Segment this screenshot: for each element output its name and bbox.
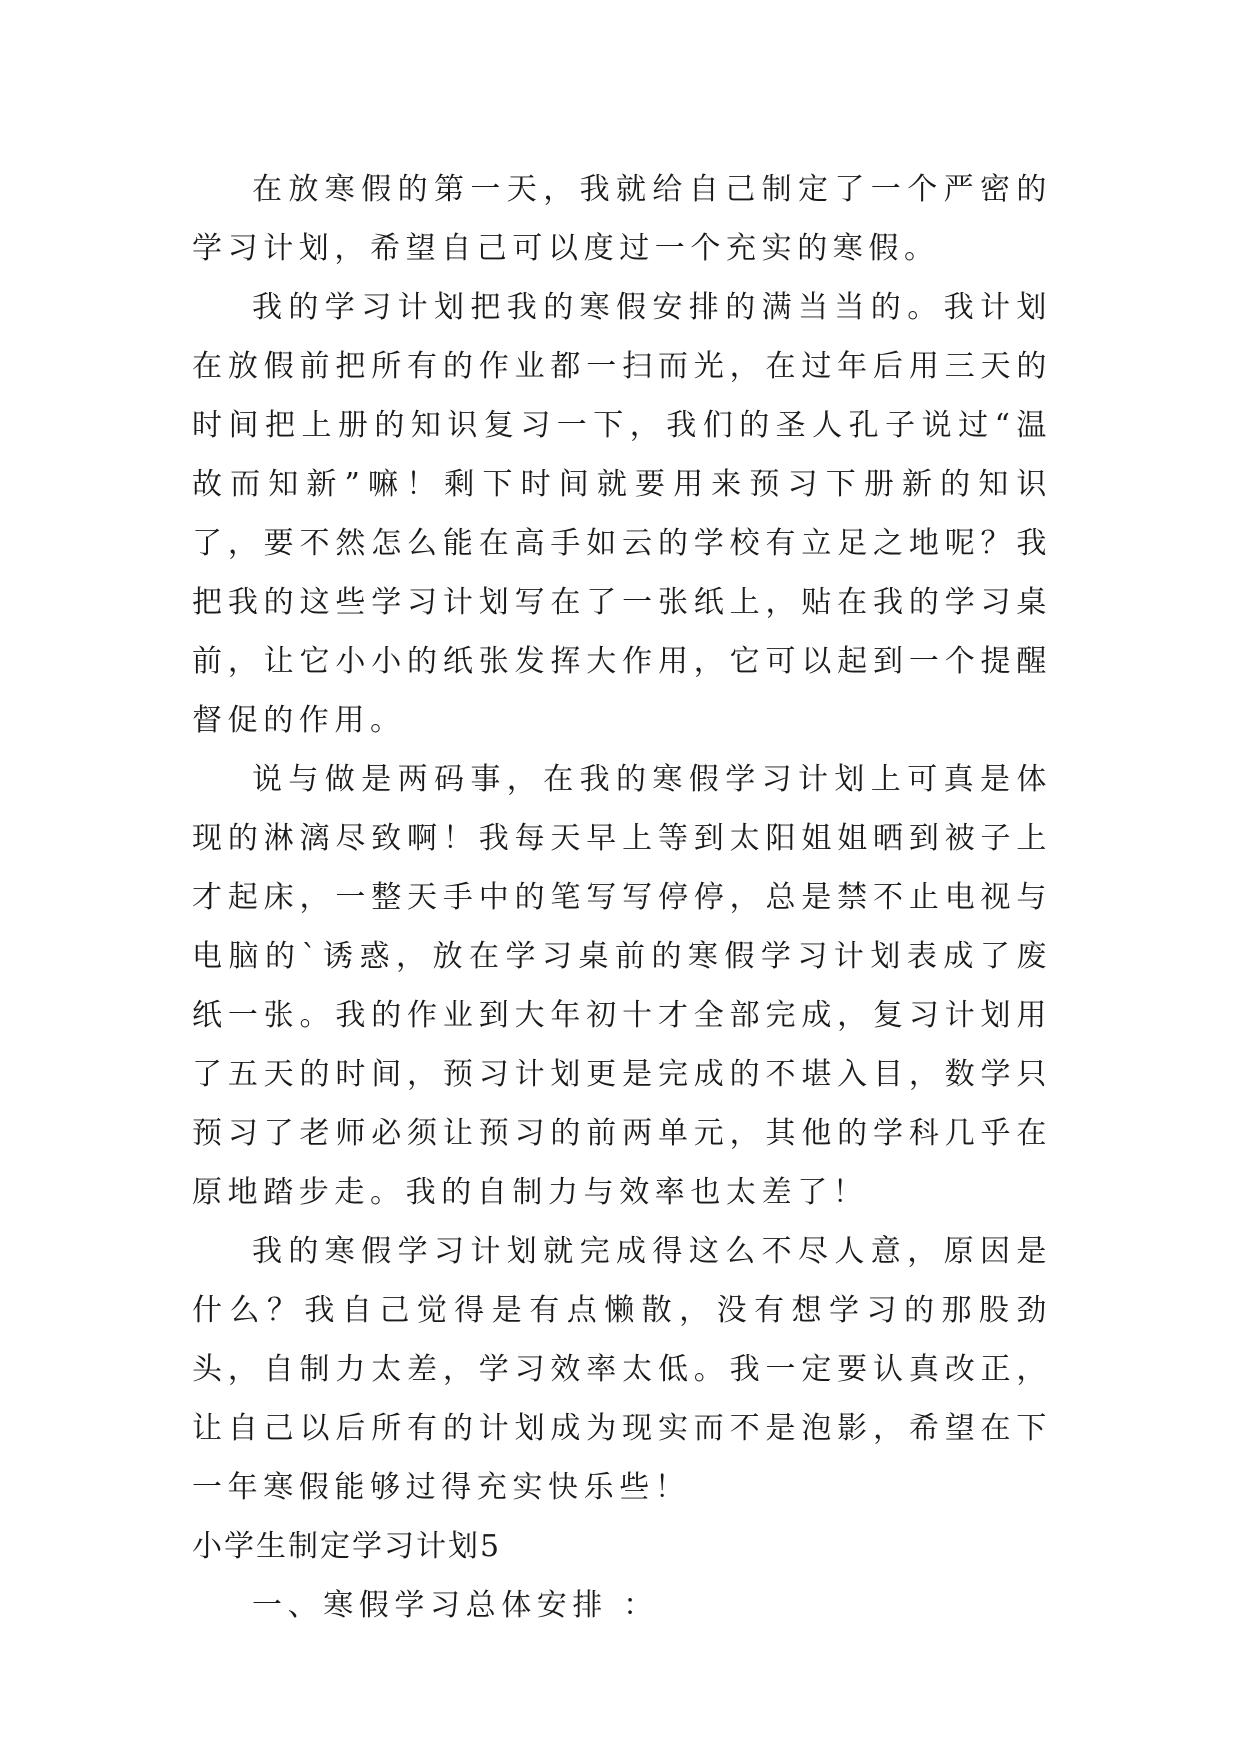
paragraph-2: 我的学习计划把我的寒假安排的满当当的。我计划在放假前把所有的作业都一扫而光，在过年后用三天的时间把上册的知识复习一下，我们的圣人孔子说过“温故而知新”嘛！剩下时间就要用来预习下册新的知识了，要不然怎么能在高手如云的学校有立足之地呢？我把我的这些学习计划写在了一张纸上，贴在我的学习桌前，让它小小的纸张发挥大作用，它可以起到一个提醒督促的作用。 xyxy=(192,290,1052,738)
paragraph-4: 我的寒假学习计划就完成得这么不尽人意，原因是什么？我自己觉得是有点懒散，没有想学习的那股劲头，自制力太差，学习效率太低。我一定要认真改正，让自己以后所有的计划成为现实而不是泡影，希望在下一年寒假能够过得充实快乐些！ xyxy=(192,1234,1052,1505)
subsection-heading: 一、寒假学习总体安排 ： xyxy=(252,1588,659,1623)
section-heading: 小学生制定学习计划5 xyxy=(192,1529,502,1564)
paragraph-1: 在放寒假的第一天，我就给自己制定了一个严密的学习计划，希望自己可以度过一个充实的寒假。 xyxy=(192,172,1052,266)
paragraph-3: 说与做是两码事，在我的寒假学习计划上可真是体现的淋漓尽致啊！我每天早上等到太阳姐姐晒到被子上才起床，一整天手中的笔写写停停，总是禁不止电视与电脑的`诱惑，放在学习桌前的寒假学习计划表成了废纸一张。我的作业到大年初十才全部完成，复习计划用了五天的时间，预习计划更是完成的不堪入目，数学只预习了老师必须让预习的前两单元，其他的学科几乎在原地踏步走。我的自制力与效率也太差了！ xyxy=(192,762,1052,1210)
document-page xyxy=(192,160,1052,1635)
